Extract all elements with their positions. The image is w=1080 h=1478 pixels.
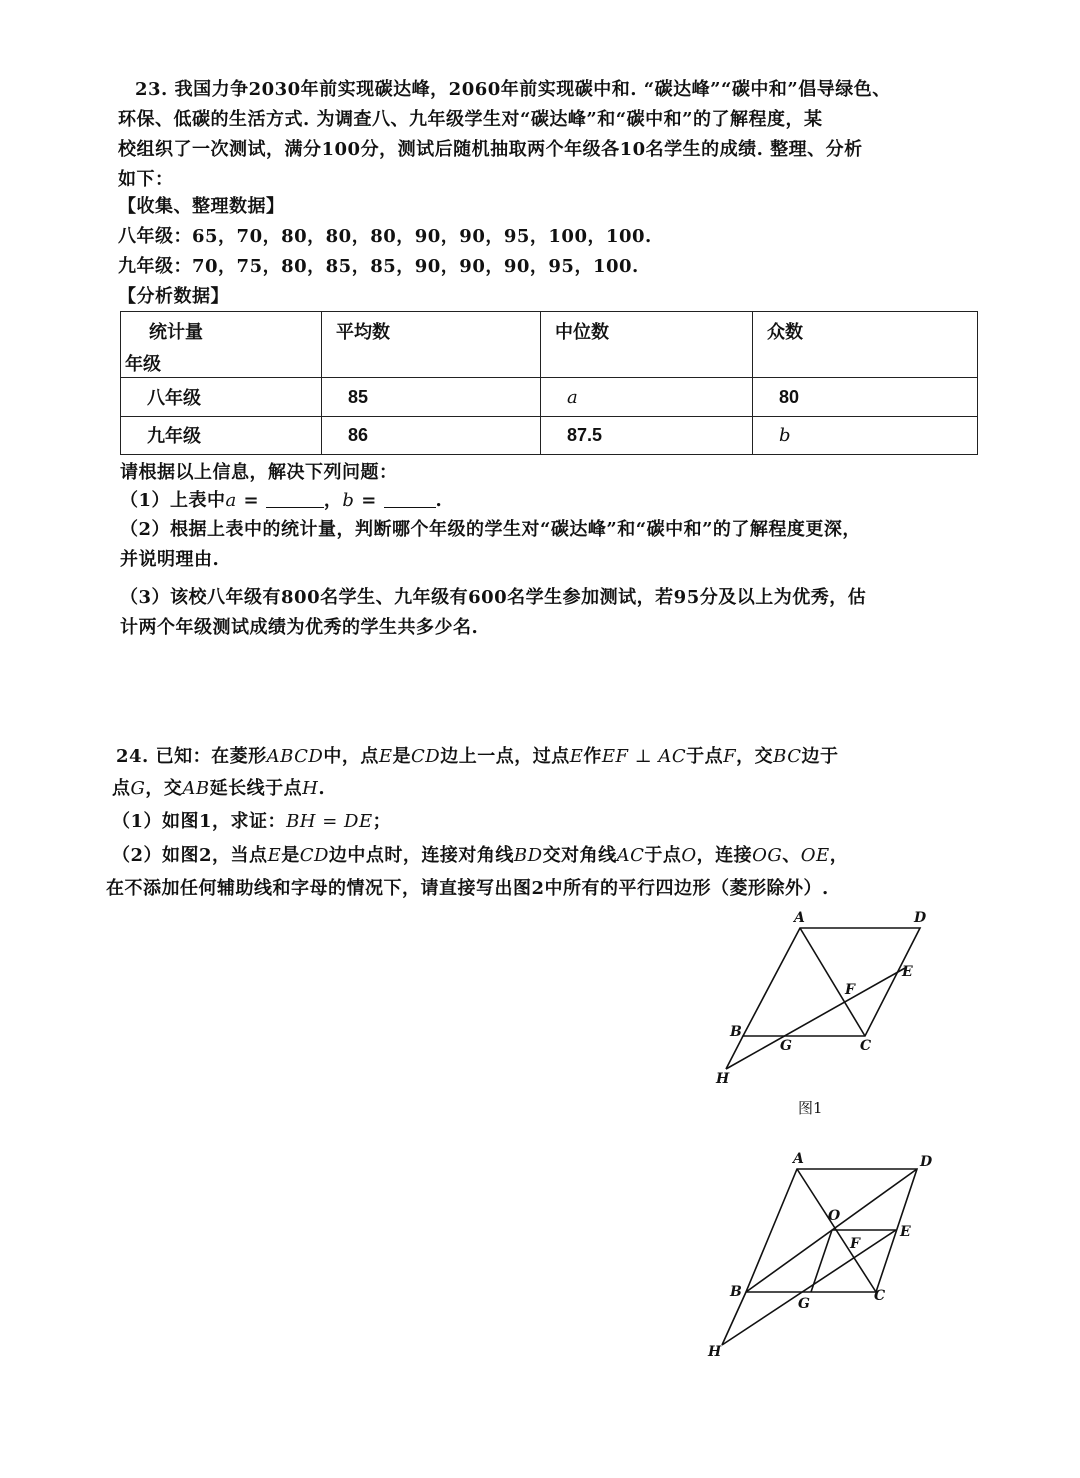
table-row [121, 416, 978, 454]
grade8-data: 八年级：65，70，80，80，80，90，90，95，100，100. [118, 226, 652, 247]
grade9-data: 九年级：70，75，80，85，85，90，90，90，95，100. [118, 256, 639, 277]
var-b: b [342, 490, 355, 511]
q24-line-1 [116, 743, 838, 771]
math-og: OG [752, 845, 783, 866]
label-b: B [730, 1284, 742, 1300]
label-a: A [793, 1151, 804, 1167]
table-row [121, 378, 978, 416]
mode-cell: 80 [753, 378, 978, 416]
q23-line-4: 如下： [118, 169, 174, 190]
math-g: G [130, 778, 146, 799]
answer-blank-b [384, 487, 436, 508]
q24-text: ，交 [736, 746, 774, 767]
q24-text: 、 [782, 845, 801, 866]
q24-text: 24. 已知：在菱形 [116, 746, 267, 767]
table-header-row [121, 312, 978, 378]
figure-1-diagram [700, 900, 940, 1090]
math-abcd: ABCD [266, 746, 324, 767]
q24-text: . [318, 778, 326, 799]
q23-prompt: 请根据以上信息，解决下列问题： [120, 462, 398, 483]
q24-text: （2）如图2，当点 [112, 845, 268, 866]
mean-cell: 86 [322, 416, 541, 454]
q23-part1 [120, 487, 442, 515]
label-g: G [798, 1296, 810, 1312]
q24-text: 于点 [686, 746, 724, 767]
math-h: H [302, 778, 319, 799]
q24-line-3 [112, 808, 391, 836]
label-g: G [780, 1038, 792, 1054]
part1-end: . [435, 490, 443, 511]
q24-text: 点 [112, 778, 131, 799]
q24-line-2 [112, 775, 325, 803]
q24-text: （1）如图1，求证： [112, 811, 287, 832]
grade-cell: 九年级 [121, 416, 322, 454]
corner-label-top: 统计量 [149, 322, 203, 343]
math-bh-eq-de: BH = DE [286, 811, 373, 832]
label-f: F [850, 1236, 860, 1252]
q23-part3-line-1: （3）该校八年级有800名学生、九年级有600名学生参加测试，若95分及以上为优秀，估 [120, 587, 867, 608]
math-cd: CD [411, 746, 441, 767]
q24-text: 中，点 [323, 746, 379, 767]
q24-text: 是 [392, 746, 411, 767]
q23-part2-line-2: 并说明理由. [120, 549, 220, 570]
q23-line-1: 23. 我国力争2030年前实现碳达峰，2060年前实现碳中和. “碳达峰”“碳中和”倡导绿色、 [135, 79, 891, 100]
q24-line-4 [112, 842, 848, 870]
corner-label-bottom: 年级 [125, 354, 161, 375]
math-bd: BD [513, 845, 543, 866]
equals-sign: = [354, 490, 384, 511]
q23-line-2: 环保、低碳的生活方式. 为调查八、九年级学生对“碳达峰”和“碳中和”的了解程度，某 [118, 109, 823, 130]
stats-table [120, 311, 978, 455]
mode-cell: b [753, 416, 978, 454]
q24-text: ，交 [145, 778, 183, 799]
q24-text: 边上一点，过点 [440, 746, 570, 767]
math-e: E [267, 845, 282, 866]
q24-line-5: 在不添加任何辅助线和字母的情况下，请直接写出图2中所有的平行四边形（菱形除外）. [106, 878, 829, 899]
q24-text: 边于 [801, 746, 839, 767]
diagonal-ac [800, 928, 865, 1036]
answer-blank-a [266, 487, 324, 508]
math-cd: CD [299, 845, 329, 866]
q23-part3-line-2: 计两个年级测试成绩为优秀的学生共多少名. [120, 617, 479, 638]
collect-heading: 【收集、整理数据】 [118, 196, 285, 217]
median-cell: 87.5 [541, 416, 753, 454]
header-median: 中位数 [541, 312, 753, 378]
math-e: E [569, 746, 584, 767]
label-h: H [708, 1344, 722, 1360]
math-ac: AC [616, 845, 645, 866]
mean-cell: 85 [322, 378, 541, 416]
math-f: F [723, 746, 737, 767]
label-h: H [716, 1071, 730, 1087]
label-e: E [902, 964, 913, 980]
label-d: D [914, 910, 927, 926]
q24-text: ， [829, 845, 849, 866]
part1-prefix: （1）上表中 [120, 490, 226, 511]
q24-text: ； [372, 811, 392, 832]
var-a: a [225, 490, 237, 511]
q24-text: 是 [281, 845, 300, 866]
q23-line-3: 校组织了一次测试，满分100分，测试后随机抽取两个年级各10名学生的成绩. 整理、分析 [118, 139, 863, 160]
figure-2-diagram [700, 1145, 950, 1365]
figure-1-caption: 图1 [798, 1099, 823, 1117]
median-cell: a [541, 378, 753, 416]
label-o: O [828, 1208, 841, 1224]
label-c: C [860, 1038, 872, 1054]
table-corner-cell [121, 312, 322, 378]
label-f: F [845, 982, 855, 998]
label-e: E [900, 1224, 911, 1240]
q24-text: ，连接 [696, 845, 753, 866]
equals-sign: = [236, 490, 266, 511]
q24-text: 边中点时，连接对角线 [328, 845, 514, 866]
header-mode: 众数 [753, 312, 978, 378]
q24-text: 延长线于点 [209, 778, 303, 799]
label-d: D [920, 1154, 933, 1170]
q24-text: 于点 [644, 845, 682, 866]
grade-cell: 八年级 [121, 378, 322, 416]
header-mean: 平均数 [322, 312, 541, 378]
math-ab: AB [182, 778, 210, 799]
segment-og [811, 1230, 832, 1292]
math-bc: BC [773, 746, 802, 767]
math-o: O [681, 845, 697, 866]
part1-comma: ， [323, 490, 343, 511]
rhombus-abcd [743, 928, 920, 1036]
math-oe: OE [800, 845, 830, 866]
label-c: C [874, 1288, 886, 1304]
q24-text: 作 [583, 746, 602, 767]
math-ef-perp-ac: EF ⊥ AC [601, 746, 687, 767]
label-a: A [794, 910, 805, 926]
q23-part2-line-1: （2）根据上表中的统计量，判断哪个年级的学生对“碳达峰”和“碳中和”的了解程度更深， [120, 519, 861, 540]
q24-text: 交对角线 [542, 845, 617, 866]
label-b: B [730, 1024, 742, 1040]
analyze-heading: 【分析数据】 [118, 286, 229, 307]
math-e: E [378, 746, 393, 767]
